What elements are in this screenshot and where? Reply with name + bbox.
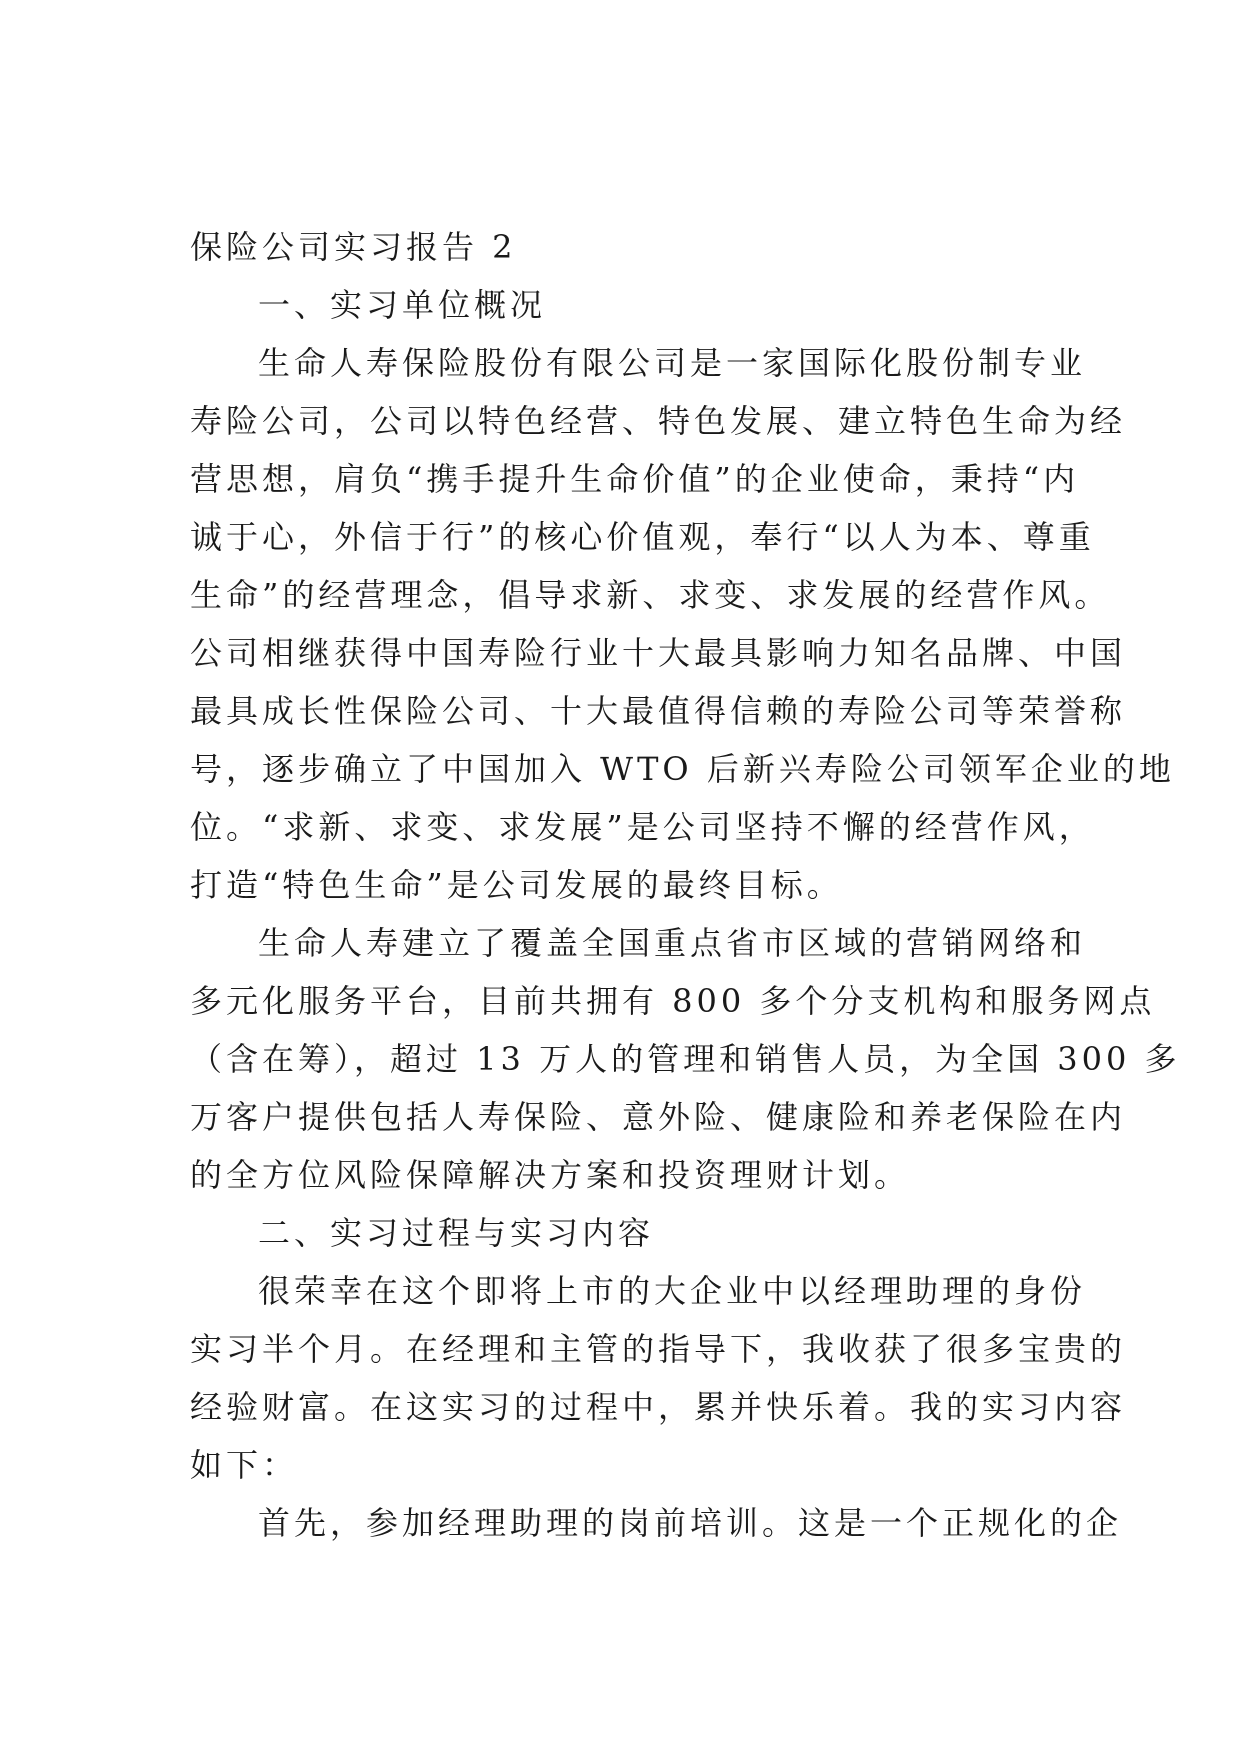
- paragraph-line: 营思想，肩负“携手提升生命价值”的企业使命，秉持“内: [190, 460, 1080, 498]
- paragraph-line: 如下：: [190, 1446, 299, 1484]
- paragraph-line: （含在筹），超过 13 万人的管理和销售人员，为全国 300 多: [190, 1040, 1181, 1078]
- paragraph: [190, 1494, 1123, 1552]
- paragraph: [190, 914, 1181, 1204]
- paragraph-line: 生命”的经营理念，倡导求新、求变、求发展的经营作风。: [190, 576, 1111, 614]
- paragraph-line: 公司相继获得中国寿险行业十大最具影响力知名品牌、中国: [190, 634, 1127, 672]
- document-title: 保险公司实习报告 2: [190, 228, 517, 266]
- paragraph-line: 最具成长性保险公司、十大最值得信赖的寿险公司等荣誉称: [190, 692, 1127, 730]
- section-heading: 二、实习过程与实习内容: [258, 1214, 655, 1252]
- paragraph-line: 打造“特色生命”是公司发展的最终目标。: [190, 866, 843, 904]
- paragraph-line: 多元化服务平台，目前共拥有 800 多个分支机构和服务网点: [190, 982, 1156, 1020]
- paragraph: [190, 334, 1175, 914]
- section-heading: 一、实习单位概况: [258, 286, 547, 324]
- paragraph-line: 生命人寿保险股份有限公司是一家国际化股份制专业: [258, 344, 1087, 382]
- document-body: [190, 218, 1181, 1552]
- paragraph-line: 很荣幸在这个即将上市的大企业中以经理助理的身份: [258, 1272, 1087, 1310]
- paragraph-line: 位。“求新、求变、求发展”是公司坚持不懈的经营作风，: [190, 808, 1095, 846]
- paragraph-line: 实习半个月。在经理和主管的指导下，我收获了很多宝贵的: [190, 1330, 1127, 1368]
- paragraph-line: 寿险公司，公司以特色经营、特色发展、建立特色生命为经: [190, 402, 1127, 440]
- paragraph-line: 号，逐步确立了中国加入 WTO 后新兴寿险公司领军企业的地: [190, 750, 1175, 788]
- paragraph-line: 经验财富。在这实习的过程中，累并快乐着。我的实习内容: [190, 1388, 1127, 1426]
- paragraph: [190, 1262, 1127, 1494]
- paragraph-line: 首先，参加经理助理的岗前培训。这是一个正规化的企: [258, 1504, 1123, 1542]
- paragraph-line: 诚于心，外信于行”的核心价值观，奉行“以人为本、尊重: [190, 518, 1095, 556]
- paragraph-line: 万客户提供包括人寿保险、意外险、健康险和养老保险在内: [190, 1098, 1127, 1136]
- paragraph-line: 生命人寿建立了覆盖全国重点省市区域的营销网络和: [258, 924, 1087, 962]
- paragraph-line: 的全方位风险保障解决方案和投资理财计划。: [190, 1156, 911, 1194]
